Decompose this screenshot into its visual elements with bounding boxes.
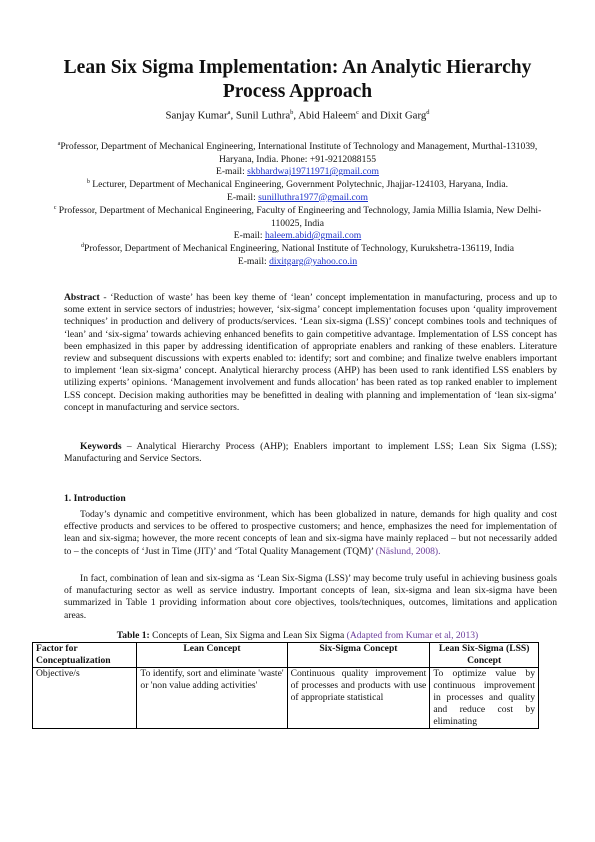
abstract <box>64 292 557 414</box>
affiliation-a <box>52 138 543 178</box>
affiliation-superscript: a <box>57 141 61 147</box>
email-label: E-mail: <box>226 191 256 203</box>
email-link[interactable]: dixitgarg@yahoo.co.in <box>269 255 358 267</box>
affiliation-text: Professor, Department of Mechanical Engineering, Faculty of Engineering and Technology, Jamia Millia Islamia, New Delhi-110025, India <box>56 205 542 229</box>
table-cell: Continuous quality improvement of processes and products with use of appropriate statistical <box>287 668 430 729</box>
keywords <box>64 441 557 465</box>
email-link[interactable]: skbhardwaj19711971@gmail.com <box>247 166 380 177</box>
table-cell: To optimize value by continuous improvement in processes and quality and reduce cost by eliminating <box>430 668 539 729</box>
affiliation-d <box>52 240 543 268</box>
affiliation-superscript: c <box>53 205 57 211</box>
affiliation-text: Professor, Department of Mechanical Engineering, International Institute of Technology and Management, Murthal-131039, Haryana, India. Phone: +91-9212088155 <box>60 141 538 165</box>
paper-title: Lean Six Sigma Implementation: An Analytic Hierarchy Process Approach <box>63 57 532 102</box>
author-superscript: d <box>426 109 430 116</box>
concepts-table <box>32 642 539 729</box>
affiliation-text: Lecturer, Department of Mechanical Engineering, Government Polytechnic, Jhajjar-124103, Haryana, India. <box>89 179 509 191</box>
author-superscript: b <box>290 109 294 116</box>
paragraph-text: Today’s dynamic and competitive environment, which has been globalized in nature, demands for high quality and cost effective products and services to be offered to prospective customers; and hence, emphasizes the need for implementation of lean and six-sigma; however, the more recent concepts of lean and six-sigma have mainly replaced – but not necessarily added to – the concepts of ‘Just in Time (JIT)’ and ‘Total Quality Management (TQM)’ <box>64 509 557 557</box>
author-name: Sunil Luthra <box>235 109 291 122</box>
table-header-cell: Factor for Conceptualization <box>33 643 137 668</box>
affiliation-superscript: b <box>86 179 90 185</box>
abstract-label: Abstract <box>64 292 100 303</box>
author-name: Sanjay Kumar <box>165 109 228 122</box>
citation-link[interactable]: (Adapted from Kumar et al, 2013) <box>346 630 479 641</box>
author-superscript: c <box>356 109 359 116</box>
caption-text: Concepts of Lean, Six Sigma and Lean Six Sigma <box>149 630 347 641</box>
table-cell: Objective/s <box>33 668 137 729</box>
author-superscript: a <box>227 109 231 116</box>
section-heading: 1. Introduction <box>64 493 126 504</box>
affiliation-text: Professor, Department of Mechanical Engineering, National Institute of Technology, Kurukshetra-136119, India <box>84 243 514 255</box>
author-name: Dixit Garg <box>379 109 427 122</box>
email-label: E-mail: <box>233 230 263 241</box>
table-caption <box>40 630 555 641</box>
table-cell: To identify, sort and eliminate 'waste' or 'non value adding activities' <box>137 668 287 729</box>
table-row <box>33 668 539 729</box>
keywords-text: – Analytical Hierarchy Process (AHP); Enablers important to implement LSS; Lean Six Sigma (LSS); Manufacturing and Service Sectors. <box>64 441 557 465</box>
affiliation-c <box>52 202 543 242</box>
abstract-text: - ‘Reduction of waste’ has been key theme of ‘lean’ concept implementation in manufacturing, process and up to some extent in service sectors of industries; however, ‘six-sigma’ concept implementation focuses upon ‘quality improvement techniques’ in production and delivery of products/services. ‘Lean six-sigma (LSS)’ concept combines tools and techniques of ‘lean’ and ‘six-sigma’ towards achieving enhanced benefits to gain competitive advantage. Implementation of LSS concept has been emphasized in this paper by addressing identification of appropriate enablers and ranking of these enablers. Literature review and subsequent discussions with experts enabled to: identify; sort and combine; and finalize twelve enablers important to implement ‘lean six-sigma’ concept. Analytical hierarchy process (AHP) has been used to rank identified LSS enablers by utilizing experts’ opinions. ‘Management involvement and funds allocation’ has been rated as top ranked enabler to implement LSS concept. Decision making authorities may be benefitted in dealing with planning and implementation of ‘lean six-sigma’ concept in manufacturing and service sectors. <box>64 292 557 413</box>
table-header-cell: Lean Concept <box>137 643 287 668</box>
author-list: Sanjay Kumar$^a$, Sunil Luthra$^b$, Abid Haleem$^c$ and Dixit Garg$^d$ <box>165 109 430 122</box>
author-name: Abid Haleem <box>298 109 357 122</box>
caption-label: Table 1: <box>116 630 150 641</box>
paragraph-text: In fact, combination of lean and six-sigma as ‘Lean Six-Sigma (LSS)’ may become truly useful in achieving business goals of manufacturing sector as well as service industry. Important concepts of lean, six-sigma and lean six-sigma have been summarized in Table 1 providing information about core objectives, tools/techniques, outcomes, limitations and application areas. <box>64 573 557 621</box>
intro-paragraph-1 <box>64 509 557 558</box>
table-header-cell: Lean Six-Sigma (LSS) Concept <box>430 643 539 668</box>
affiliation-superscript: d <box>81 243 85 249</box>
email-link[interactable]: sunilluthra1977@gmail.com <box>258 191 368 203</box>
intro-paragraph-2 <box>64 573 557 622</box>
citation-link[interactable]: (Näslund, 2008). <box>375 545 441 557</box>
affiliation-b <box>52 176 543 204</box>
keywords-label: Keywords <box>80 441 122 452</box>
email-label: E-mail: <box>215 166 245 177</box>
table-header-row <box>33 643 539 668</box>
table-header-cell: Six-Sigma Concept <box>287 643 430 668</box>
email-label: E-mail: <box>237 255 267 267</box>
email-link[interactable]: haleem.abid@gmail.com <box>264 230 362 241</box>
